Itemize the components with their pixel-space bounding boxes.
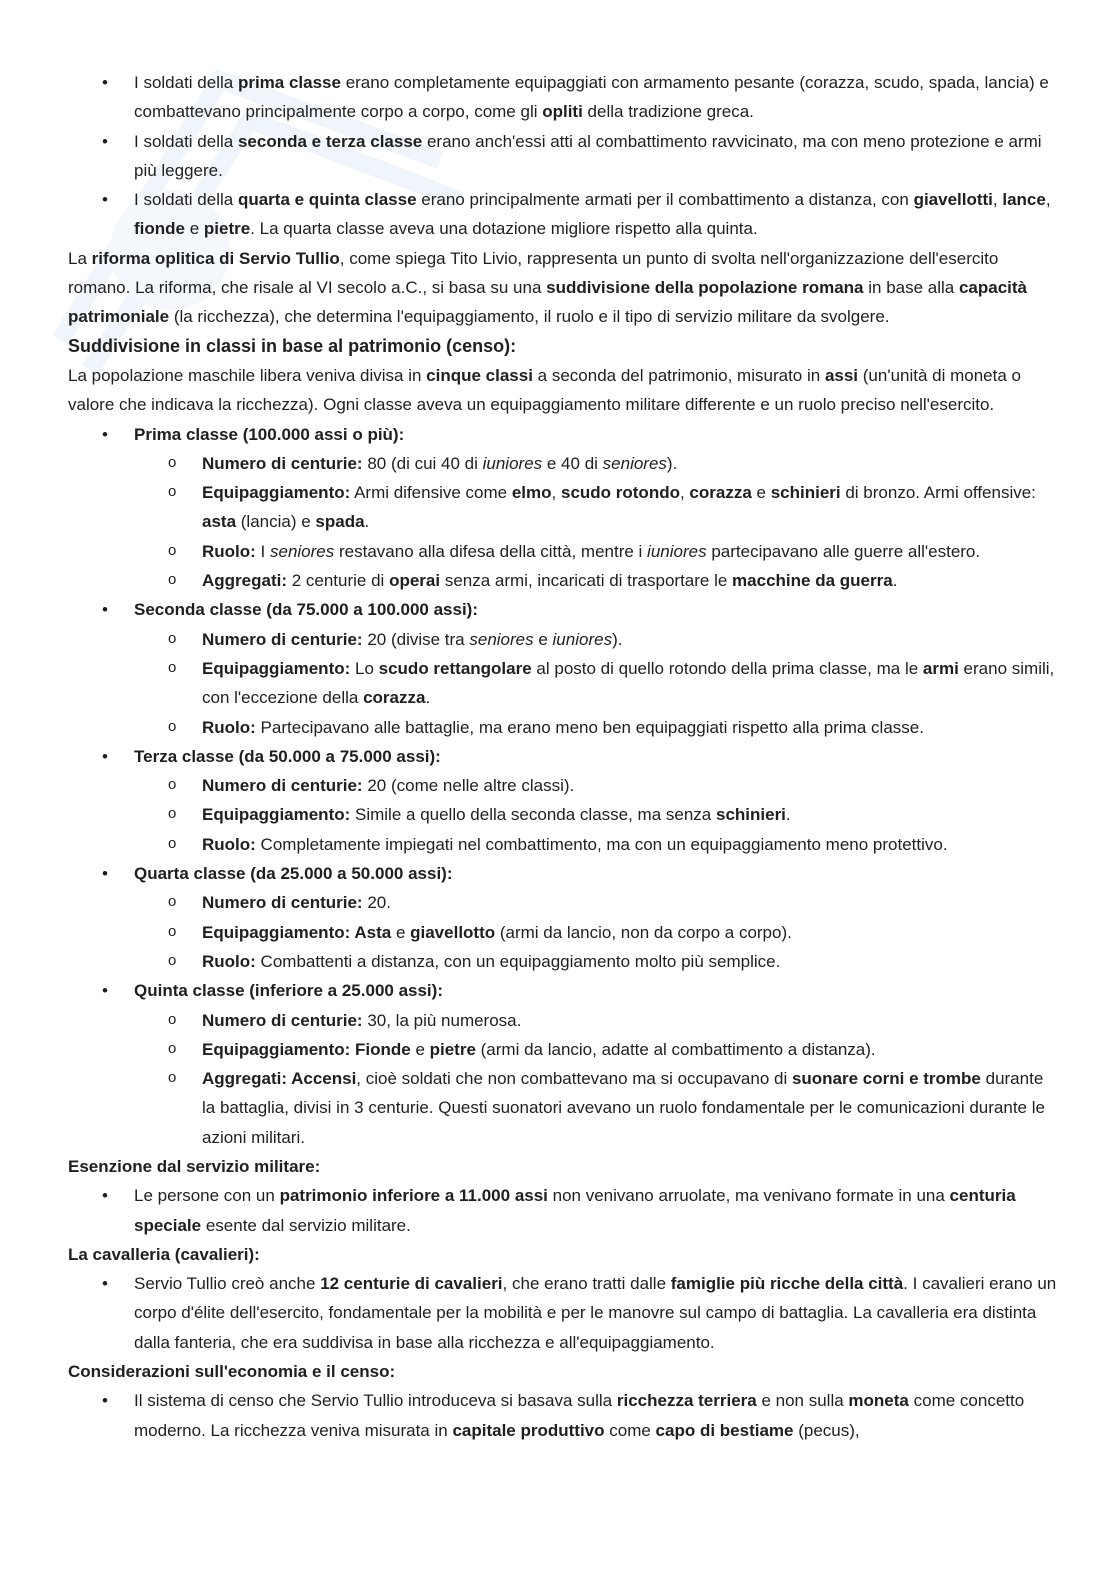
text-run: seconda e terza classe — [237, 131, 423, 151]
sub-bullet-item — [68, 1006, 1058, 1035]
text-run: capo di bestiame — [655, 1420, 794, 1440]
text-run: e — [751, 483, 771, 503]
bullet-item — [68, 127, 1058, 186]
text-run: Partecipavano alle battaglie, ma erano meno ben equipaggiati rispetto alla prima classe. — [255, 717, 924, 737]
text-run: Seconda classe (da 75.000 a 100.000 assi): — [134, 600, 479, 620]
text-run: . — [785, 805, 791, 825]
text-run: . La quarta classe aveva una dotazione migliore rispetto alla quinta. — [250, 219, 758, 239]
bullet-item — [68, 68, 1058, 127]
text-run: lance — [1002, 190, 1046, 210]
text-run: Lo — [350, 658, 379, 678]
text-run: della tradizione greca. — [582, 102, 754, 122]
text-run: asta — [202, 512, 237, 532]
text-run: come — [604, 1420, 656, 1440]
text-run: erano simili, con l'eccezione della — [202, 658, 1055, 708]
text-run: Ruolo: — [202, 541, 256, 561]
text-run: Servio Tullio creò anche — [134, 1274, 321, 1294]
text-run: suonare corni e trombe — [791, 1069, 981, 1089]
text-run: famiglie più ricche della città — [670, 1274, 904, 1294]
text-run: ). — [612, 629, 623, 649]
text-run: Armi difensive come — [350, 483, 512, 503]
text-run: assi — [824, 365, 859, 385]
text-run: scudo rettangolare — [378, 658, 532, 678]
text-run: prima classe — [237, 73, 341, 92]
text-run: Considerazioni sull'economia e il censo: — [68, 1362, 396, 1382]
bullet-item — [68, 976, 1058, 1005]
text-run: Combattenti a distanza, con un equipaggiamento molto più semplice. — [255, 951, 781, 971]
section-heading — [68, 1152, 1058, 1181]
text-run: patrimonio inferiore a 11.000 assi — [279, 1186, 548, 1206]
text-run: 80 (di cui 40 di — [362, 453, 483, 473]
sub-bullet-item — [68, 771, 1058, 800]
section-heading — [68, 332, 1058, 361]
text-run: Aggregati: Accensi — [202, 1069, 357, 1089]
text-run: Simile a quello della seconda classe, ma senza — [350, 805, 716, 825]
text-run: in base alla — [863, 278, 959, 298]
text-run: Quinta classe (inferiore a 25.000 assi): — [134, 981, 443, 1001]
text-run: scudo rotondo — [560, 483, 680, 503]
text-run: giavellotto — [410, 922, 496, 942]
text-run: non venivano arruolate, ma venivano formate in una — [547, 1186, 950, 1206]
text-run: iuniores — [647, 541, 707, 561]
sub-bullet-item — [68, 478, 1058, 537]
text-run: Le persone con un — [134, 1186, 280, 1206]
sub-bullet-item — [68, 947, 1058, 976]
text-run: Equipaggiamento: Asta — [202, 922, 392, 942]
text-run: , come spiega Tito Livio, rappresenta un punto di svolta nell'organizzazione dell'esercito romano. La riforma, che risale al VI secolo a.C., si basa su una — [68, 248, 999, 298]
text-run: moneta — [848, 1391, 909, 1411]
text-run: ). — [666, 453, 678, 473]
text-run: Equipaggiamento: — [202, 483, 351, 503]
text-run: La popolazione maschile libera veniva divisa in — [68, 365, 427, 385]
sub-bullet-item — [68, 537, 1058, 566]
text-run: Equipaggiamento: Fionde — [202, 1039, 411, 1059]
text-run: giavellotti — [913, 190, 993, 210]
text-run: 20. — [362, 893, 391, 913]
text-run: macchine da guerra — [732, 571, 893, 591]
text-run: a seconda del patrimonio, misurato in — [532, 365, 825, 385]
text-run: erano completamente equipaggiati con armamento pesante (corazza, scudo, spada, lancia) e combattevano principalmente corpo a corpo, come gli — [134, 73, 1049, 122]
text-run: centuria speciale — [134, 1186, 1016, 1235]
text-run: spada — [315, 512, 365, 532]
text-run: 2 centurie di — [287, 571, 390, 591]
sub-bullet-item — [68, 918, 1058, 947]
text-run: operai — [389, 571, 441, 591]
paragraph — [68, 361, 1058, 420]
text-run: . — [425, 688, 431, 708]
text-run: schinieri — [770, 483, 841, 503]
text-run: Numero di centurie: — [202, 453, 363, 473]
text-run: Equipaggiamento: — [202, 805, 351, 825]
text-run: La — [68, 248, 92, 268]
text-run: capacità patrimoniale — [68, 278, 1028, 327]
text-run: suddivisione della popolazione romana — [546, 278, 864, 298]
text-run: , — [679, 483, 690, 503]
text-run: elmo — [511, 483, 552, 503]
text-run: Ruolo: — [202, 717, 256, 737]
text-run: e non sulla — [756, 1391, 849, 1411]
text-run: durante la battaglia, divisi in 3 centurie. Questi suonatori avevano un ruolo fondamentale per le comunicazioni durante le azioni militari. — [202, 1069, 1045, 1147]
text-run: fionde — [134, 219, 185, 239]
text-run: (la ricchezza), che determina l'equipaggiamento, il ruolo e il tipo di servizio militare da svolgere. — [169, 307, 890, 327]
text-run: 20 (come nelle altre classi). — [362, 776, 575, 796]
text-run: partecipavano alle guerre all'estero. — [706, 541, 981, 561]
paragraph — [68, 244, 1058, 332]
text-run: (pecus), — [793, 1420, 860, 1440]
text-run: e — [185, 219, 204, 239]
text-run: erano anch'essi atti al combattimento ravvicinato, ma con meno protezione e armi più leggere. — [134, 131, 1042, 180]
text-run: seniores — [602, 453, 667, 473]
section-heading — [68, 1357, 1058, 1386]
text-run: e — [410, 1039, 430, 1059]
text-run: Numero di centurie: — [202, 1010, 363, 1030]
bullet-item — [68, 859, 1058, 888]
text-run: senza armi, incaricati di trasportare le — [440, 571, 733, 591]
text-run: , — [551, 483, 561, 503]
bullet-item — [68, 1269, 1058, 1357]
text-run: . — [364, 512, 370, 532]
text-run: esente dal servizio militare. — [201, 1215, 411, 1235]
text-run: Esenzione dal servizio militare: — [68, 1156, 321, 1176]
text-run: capitale produttivo — [452, 1420, 605, 1440]
text-run: I soldati della — [134, 131, 238, 151]
text-run: (armi da lancio, adatte al combattimento a distanza). — [475, 1039, 876, 1059]
text-run: pietre — [203, 219, 251, 239]
text-run: armi — [922, 658, 959, 678]
text-run: , cioè soldati che non combattevano ma si occupavano di — [356, 1069, 792, 1089]
text-run: Quarta classe (da 25.000 a 50.000 assi): — [134, 864, 453, 884]
text-run: I — [255, 541, 270, 561]
text-run: Completamente impiegati nel combattimento, ma con un equipaggiamento meno protettivo. — [255, 834, 948, 854]
text-run: corazza — [363, 688, 426, 708]
text-run: opliti — [542, 102, 583, 122]
text-run: ricchezza terriera — [616, 1391, 757, 1411]
document-body — [68, 68, 1058, 1445]
sub-bullet-item — [68, 566, 1058, 595]
text-run: come concetto moderno. La ricchezza veniva misurata in — [134, 1391, 1025, 1440]
text-run: Numero di centurie: — [202, 776, 363, 796]
sub-bullet-item — [68, 800, 1058, 829]
text-run: I soldati della — [134, 73, 238, 92]
text-run: , — [1045, 190, 1051, 210]
text-run: al posto di quello rotondo della prima classe, ma le — [531, 658, 923, 678]
text-run: iuniores — [552, 629, 613, 649]
text-run: restavano alla difesa della città, mentre i — [334, 541, 648, 561]
text-run: seniores — [469, 629, 534, 649]
text-run: e — [533, 629, 553, 649]
text-run: I soldati della — [134, 190, 238, 210]
bullet-item — [68, 1181, 1058, 1240]
sub-bullet-item — [68, 713, 1058, 742]
text-run: riforma oplitica di Servio Tullio — [91, 248, 340, 268]
sub-bullet-item — [68, 1064, 1058, 1152]
text-run: quarta e quinta classe — [237, 190, 417, 210]
text-run: Terza classe (da 50.000 a 75.000 assi): — [134, 746, 441, 766]
sub-bullet-item — [68, 449, 1058, 478]
text-run: , — [992, 190, 1003, 210]
text-run: 30, la più numerosa. — [362, 1010, 522, 1030]
text-run: (armi da lancio, non da corpo a corpo). — [495, 922, 792, 942]
text-run: (un'unità di moneta o valore che indicava la ricchezza). Ogni classe aveva un equipaggiamento militare differente e un ruolo preciso nell'esercito. — [68, 365, 1021, 415]
text-run: Aggregati: — [202, 571, 287, 591]
sub-bullet-item — [68, 888, 1058, 917]
text-run: . I cavalieri erano un corpo d'élite dell'esercito, fondamentale per la mobilità e per le manovre sul campo di battaglia. La cavalleria era distinta dalla fanteria, che era suddivisa in base alla ricchezza e all'equipaggiamento. — [134, 1274, 1057, 1352]
bullet-item — [68, 742, 1058, 771]
text-run: Ruolo: — [202, 951, 256, 971]
text-run: cinque classi — [426, 365, 533, 385]
text-run: . — [892, 571, 898, 591]
text-run: iuniores — [482, 453, 543, 473]
bullet-item — [68, 595, 1058, 624]
bullet-item — [68, 420, 1058, 449]
text-run: (lancia) e — [236, 512, 316, 532]
text-run: e — [391, 922, 411, 942]
text-run: Il sistema di censo che Servio Tullio introduceva si basava sulla — [134, 1391, 617, 1411]
text-run: erano principalmente armati per il combattimento a distanza, con — [416, 190, 914, 210]
text-run: La cavalleria (cavalieri): — [68, 1244, 260, 1264]
text-run: Equipaggiamento: — [202, 658, 351, 678]
text-run: di bronzo. Armi offensive: — [840, 483, 1036, 503]
sub-bullet-item — [68, 654, 1058, 713]
text-run: 20 (divise tra — [362, 629, 470, 649]
text-run: Ruolo: — [202, 834, 256, 854]
sub-bullet-item — [68, 830, 1058, 859]
bullet-item — [68, 1386, 1058, 1445]
sub-bullet-item — [68, 1035, 1058, 1064]
text-run: 12 centurie di cavalieri — [320, 1274, 503, 1294]
text-run: Prima classe (100.000 assi o più): — [134, 424, 405, 444]
text-run: Numero di centurie: — [202, 629, 363, 649]
text-run: Numero di centurie: — [202, 893, 363, 913]
text-run: pietre — [429, 1039, 476, 1059]
section-heading — [68, 1240, 1058, 1269]
text-run: Suddivisione in classi in base al patrimonio (censo): — [68, 335, 517, 356]
text-run: corazza — [689, 483, 752, 503]
bullet-item — [68, 185, 1058, 244]
text-run: seniores — [270, 541, 335, 561]
text-run: , che erano tratti dalle — [502, 1274, 671, 1294]
sub-bullet-item — [68, 625, 1058, 654]
text-run: schinieri — [715, 805, 786, 825]
text-run: e 40 di — [542, 453, 603, 473]
